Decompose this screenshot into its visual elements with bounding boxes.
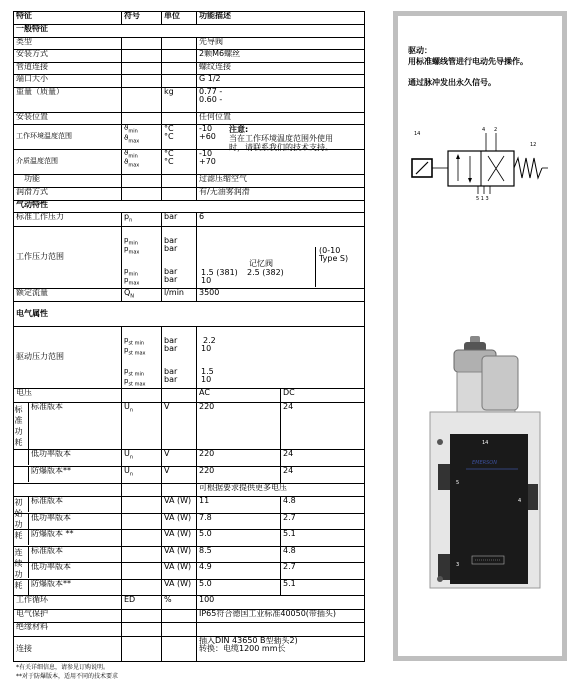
std-pressure-value: 6	[197, 213, 365, 226]
connection-label: 连接	[14, 636, 122, 661]
duty-label: 工作循环	[14, 596, 122, 609]
connection-value-2: 转换：电缆1200 mm长	[199, 644, 286, 654]
medium-max: +70	[199, 157, 216, 167]
other-voltage-row	[14, 483, 365, 496]
row-value: 先导阀	[197, 37, 365, 49]
brand-logo: EMERSON	[472, 460, 497, 466]
medium-row: 介质温度范围 $ϑ_{min}$ $ϑ_{max}$ °C °C -10 +70	[14, 149, 365, 174]
rated-group-label: 标准功耗	[14, 404, 23, 447]
pressure-min-382: 2.5 (382)	[247, 267, 284, 277]
section-general-title: 一般特征	[14, 25, 365, 37]
drive-title: 驱动：	[408, 46, 432, 55]
table-row: 防爆版本** VA (W) 5.0 5.1	[14, 579, 365, 596]
function-label: 功能	[14, 174, 122, 187]
row-value: G 1/2	[197, 75, 365, 87]
lubrication-row	[14, 188, 365, 200]
port-14-label: 14	[414, 131, 421, 137]
pulse-description: 通过脉冲发出永久信号。	[408, 78, 496, 87]
mounting-row	[14, 112, 365, 124]
protection-row	[14, 609, 365, 622]
valve-product-photo	[420, 334, 550, 596]
valve-front-plate	[450, 434, 528, 584]
lubrication-value: 有/无油雾润滑	[197, 188, 365, 200]
table-row: 防爆版本 ** VA (W) 5.0 5.1	[14, 530, 365, 547]
mounting-value: 任何位置	[197, 112, 365, 124]
table-row: 初始功耗 标准版本 VA (W) 11 4.8	[14, 497, 365, 514]
drive-pressure-row: 驱动压力范围 $p_{st min}$ $p_{st max}$ $p_{st min}$ $p_{st max}$ bar bar bar bar 2.2 10 1.5 10	[14, 327, 365, 389]
port-2-label: 2	[494, 127, 498, 133]
row-label: 端口大小	[14, 75, 122, 87]
table-row: 低功率版本 VA (W) 7.8 2.7	[14, 513, 365, 530]
col-header-unit: 单位	[162, 12, 197, 25]
medium-min: -10	[199, 148, 213, 158]
col-header-feature: 特征	[14, 12, 122, 25]
temperature-note: 注意: 当在工作环境温度范围外使用 时，请联系我们的技术支持。	[229, 124, 333, 152]
initial-group-label: 初始功耗	[14, 498, 23, 541]
connection-value-1: 插入DIN 43650 B型插头2)	[199, 635, 298, 645]
port-513-label: 5 1 3	[476, 196, 489, 202]
flow-label: 额定流量	[14, 288, 122, 301]
ambient-row: 工作环境温度范围 $ϑ_{min}$ $ϑ_{max}$ °C °C -10 +60 注意: 当在工作环境温度范围外使用 时，请联系我们的技术支持。	[14, 124, 365, 149]
protection-label: 电气保护	[14, 609, 122, 622]
footnote-2: **对于防爆版本，适用不同的技术要求	[16, 673, 119, 680]
table-row: 标准功耗 标准版本 $U_n$ V 220 24	[14, 402, 365, 450]
photo-port-5: 5	[456, 480, 460, 486]
connection-row	[14, 636, 365, 661]
port-4-label: 4	[482, 127, 486, 133]
voltage-label: 电压	[14, 389, 122, 402]
row-label: 管道连接	[14, 62, 122, 74]
weight-value-1: 0.77 -	[199, 86, 223, 96]
footnote-1: *有关详细信息，请参见订购说明。	[16, 664, 110, 671]
valve-schematic-diagram	[408, 124, 558, 204]
table-row: 低功率版本 VA (W) 4.9 2.7	[14, 563, 365, 580]
insulation-label: 绝缘材料	[14, 623, 122, 636]
pressure-range-row: 工作压力范围 $p_{min}$ $p_{max}$ $p_{min}$ $p_{max}$ bar bar bar bar 记忆阀 1.5 (381) 2.5 (382) 10 (0-10 Type S)	[14, 226, 365, 288]
row-label: 安装方式	[14, 50, 122, 62]
table-row	[14, 50, 365, 62]
duty-value: 100	[197, 596, 365, 609]
spec-table	[13, 11, 365, 662]
spring-icon	[514, 158, 542, 178]
ambient-label: 工作环境温度范围	[14, 124, 122, 149]
col-header-description: 功能描述	[197, 12, 365, 25]
section-pneumatic-title: 气动特性	[14, 200, 365, 212]
drive-description: 用标准螺线管进行电动先导操作。	[408, 57, 528, 66]
std-pressure-label: 标准工作压力	[14, 213, 122, 226]
port-12-label: 12	[530, 142, 537, 148]
table-row	[14, 37, 365, 49]
pressure-min-381: 1.5 (381)	[201, 267, 238, 277]
row-value: 螺纹连接	[197, 62, 365, 74]
drive-pressure-label: 驱动压力范围	[14, 327, 122, 389]
flow-value: 3500	[197, 288, 365, 301]
table-header-row	[14, 12, 365, 25]
table-row: 低功率版本 $U_n$ V 220 24	[14, 450, 365, 467]
voltage-ac: AC	[197, 389, 281, 402]
pressure-max: 10	[201, 275, 212, 285]
row-label: 类型	[14, 37, 122, 49]
std-pressure-row: 标准工作压力 $p_n$ bar 6	[14, 213, 365, 226]
lubrication-label: 润滑方式	[14, 188, 122, 200]
function-row	[14, 174, 365, 187]
section-electrical-title: 电气属性	[14, 302, 365, 327]
photo-port-4: 4	[518, 498, 522, 504]
weight-row	[14, 87, 365, 112]
ambient-max: +60	[199, 132, 216, 142]
photo-port-14: 14	[482, 440, 489, 446]
voltage-row	[14, 389, 365, 402]
table-row: 防爆版本** $U_n$ V 220 24	[14, 466, 365, 483]
table-row	[14, 62, 365, 74]
protection-value: IP65符合德国工业标准40050(带插头)	[197, 609, 365, 622]
insulation-row	[14, 623, 365, 636]
voltage-dc: DC	[281, 389, 365, 402]
table-row: 连续功耗 标准版本 VA (W) 8.5 4.8	[14, 546, 365, 563]
memory-valve-label: 记忆阀	[249, 258, 273, 268]
continuous-group-label: 连续功耗	[14, 547, 23, 590]
ambient-min: -10	[199, 123, 213, 133]
col-header-symbol: 符号	[122, 12, 162, 25]
function-value: 过滤压缩空气	[197, 174, 365, 187]
row-value: 2颗M6螺丝	[197, 50, 365, 62]
table-row	[14, 75, 365, 87]
other-voltage-note: 可根据要求提供更多电压	[197, 483, 365, 496]
weight-label: 重量（质量）	[14, 87, 122, 112]
duty-row: 工作循环 ED % 100	[14, 596, 365, 609]
side-panel-content	[398, 16, 562, 656]
side-panel	[393, 11, 567, 661]
weight-unit: kg	[162, 87, 197, 112]
photo-port-3: 3	[456, 562, 460, 568]
weight-value-2: 0.60 -	[199, 95, 223, 105]
mounting-label: 安装位置	[14, 112, 122, 124]
type-s-note: (0-10 Type S)	[315, 247, 369, 287]
flow-row: 额定流量 $Q_N$ l/min 3500	[14, 288, 365, 301]
pressure-range-label: 工作压力范围	[14, 226, 122, 288]
medium-label: 介质温度范围	[14, 149, 122, 174]
